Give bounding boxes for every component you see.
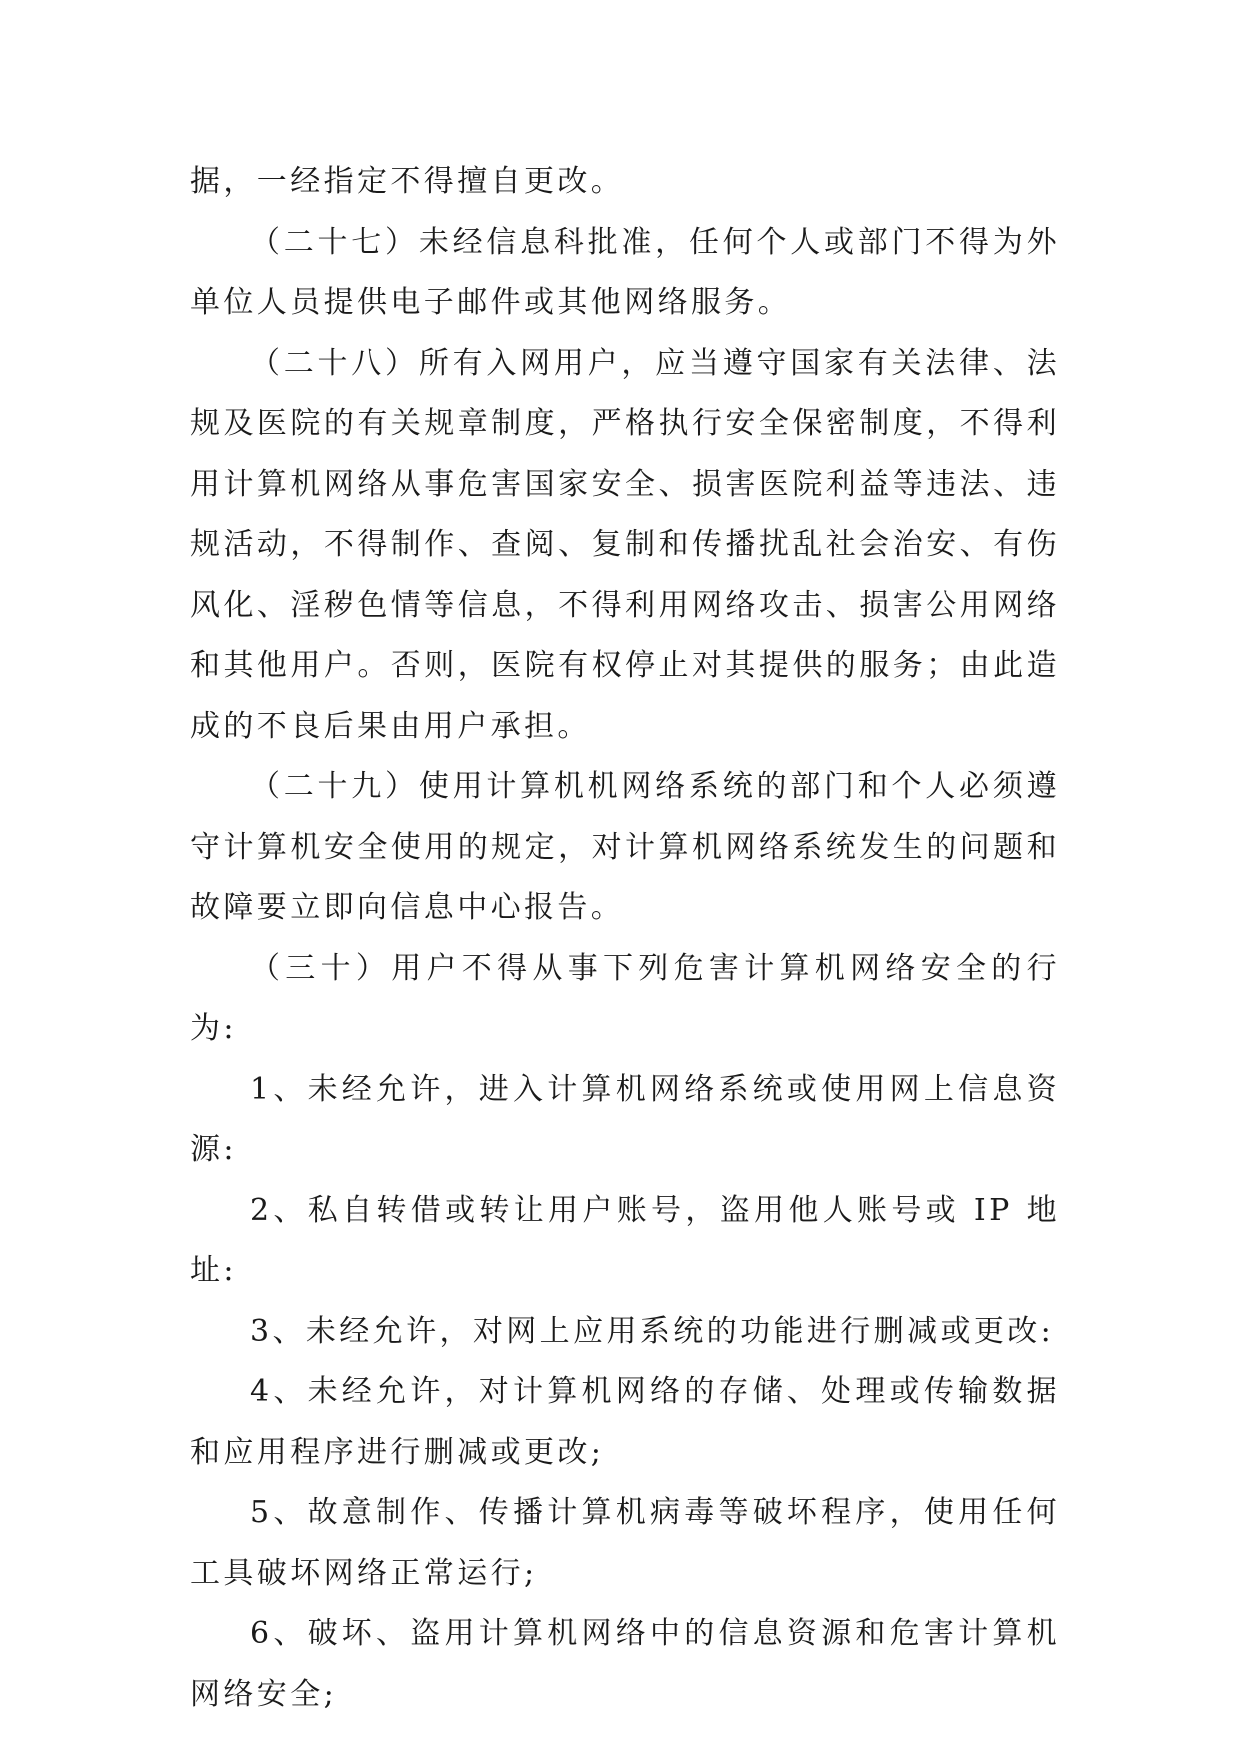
list-item-6: 6、破坏、盗用计算机网络中的信息资源和危害计算机网络安全; bbox=[190, 1616, 1060, 1712]
list-item-5: 5、故意制作、传播计算机病毒等破坏程序，使用任何工具破坏网络正常运行; bbox=[190, 1495, 1060, 1591]
paragraph-article-28: （二十八）所有入网用户，应当遵守国家有关法律、法规及医院的有关规章制度，严格执行安全保密制度，不得利用计算机网络从事危害国家安全、损害医院利益等违法、违规活动，不得制作、查阅、复制和传播扰乱社会治安、有伤风化、淫秽色情等信息，不得利用网络攻击、损害公用网络和其他用户。否则，医院有权停止对其提供的服务；由此造成的不良后果由用户承担。 bbox=[190, 345, 1060, 744]
document-body bbox=[190, 152, 1060, 1725]
paragraph-continuation: 据，一经指定不得擅自更改。 bbox=[190, 164, 625, 199]
list-item-4: 4、未经允许，对计算机网络的存储、处理或传输数据和应用程序进行删减或更改; bbox=[190, 1374, 1060, 1470]
paragraph-article-29: （二十九）使用计算机机网络系统的部门和个人必须遵守计算机安全使用的规定，对计算机网络系统发生的问题和故障要立即向信息中心报告。 bbox=[190, 769, 1060, 925]
paragraph-article-27: （二十七）未经信息科批准，任何个人或部门不得为外单位人员提供电子邮件或其他网络服务。 bbox=[190, 224, 1060, 320]
list-item-3: 3、未经允许，对网上应用系统的功能进行删减或更改: bbox=[250, 1313, 1055, 1349]
list-item-2: 2、私自转借或转让用户账号，盗用他人账号或 IP 地址: bbox=[190, 1192, 1060, 1288]
paragraph-article-30: （三十）用户不得从事下列危害计算机网络安全的行为: bbox=[190, 950, 1060, 1046]
list-item-1: 1、未经允许，进入计算机网络系统或使用网上信息资源: bbox=[190, 1071, 1060, 1167]
